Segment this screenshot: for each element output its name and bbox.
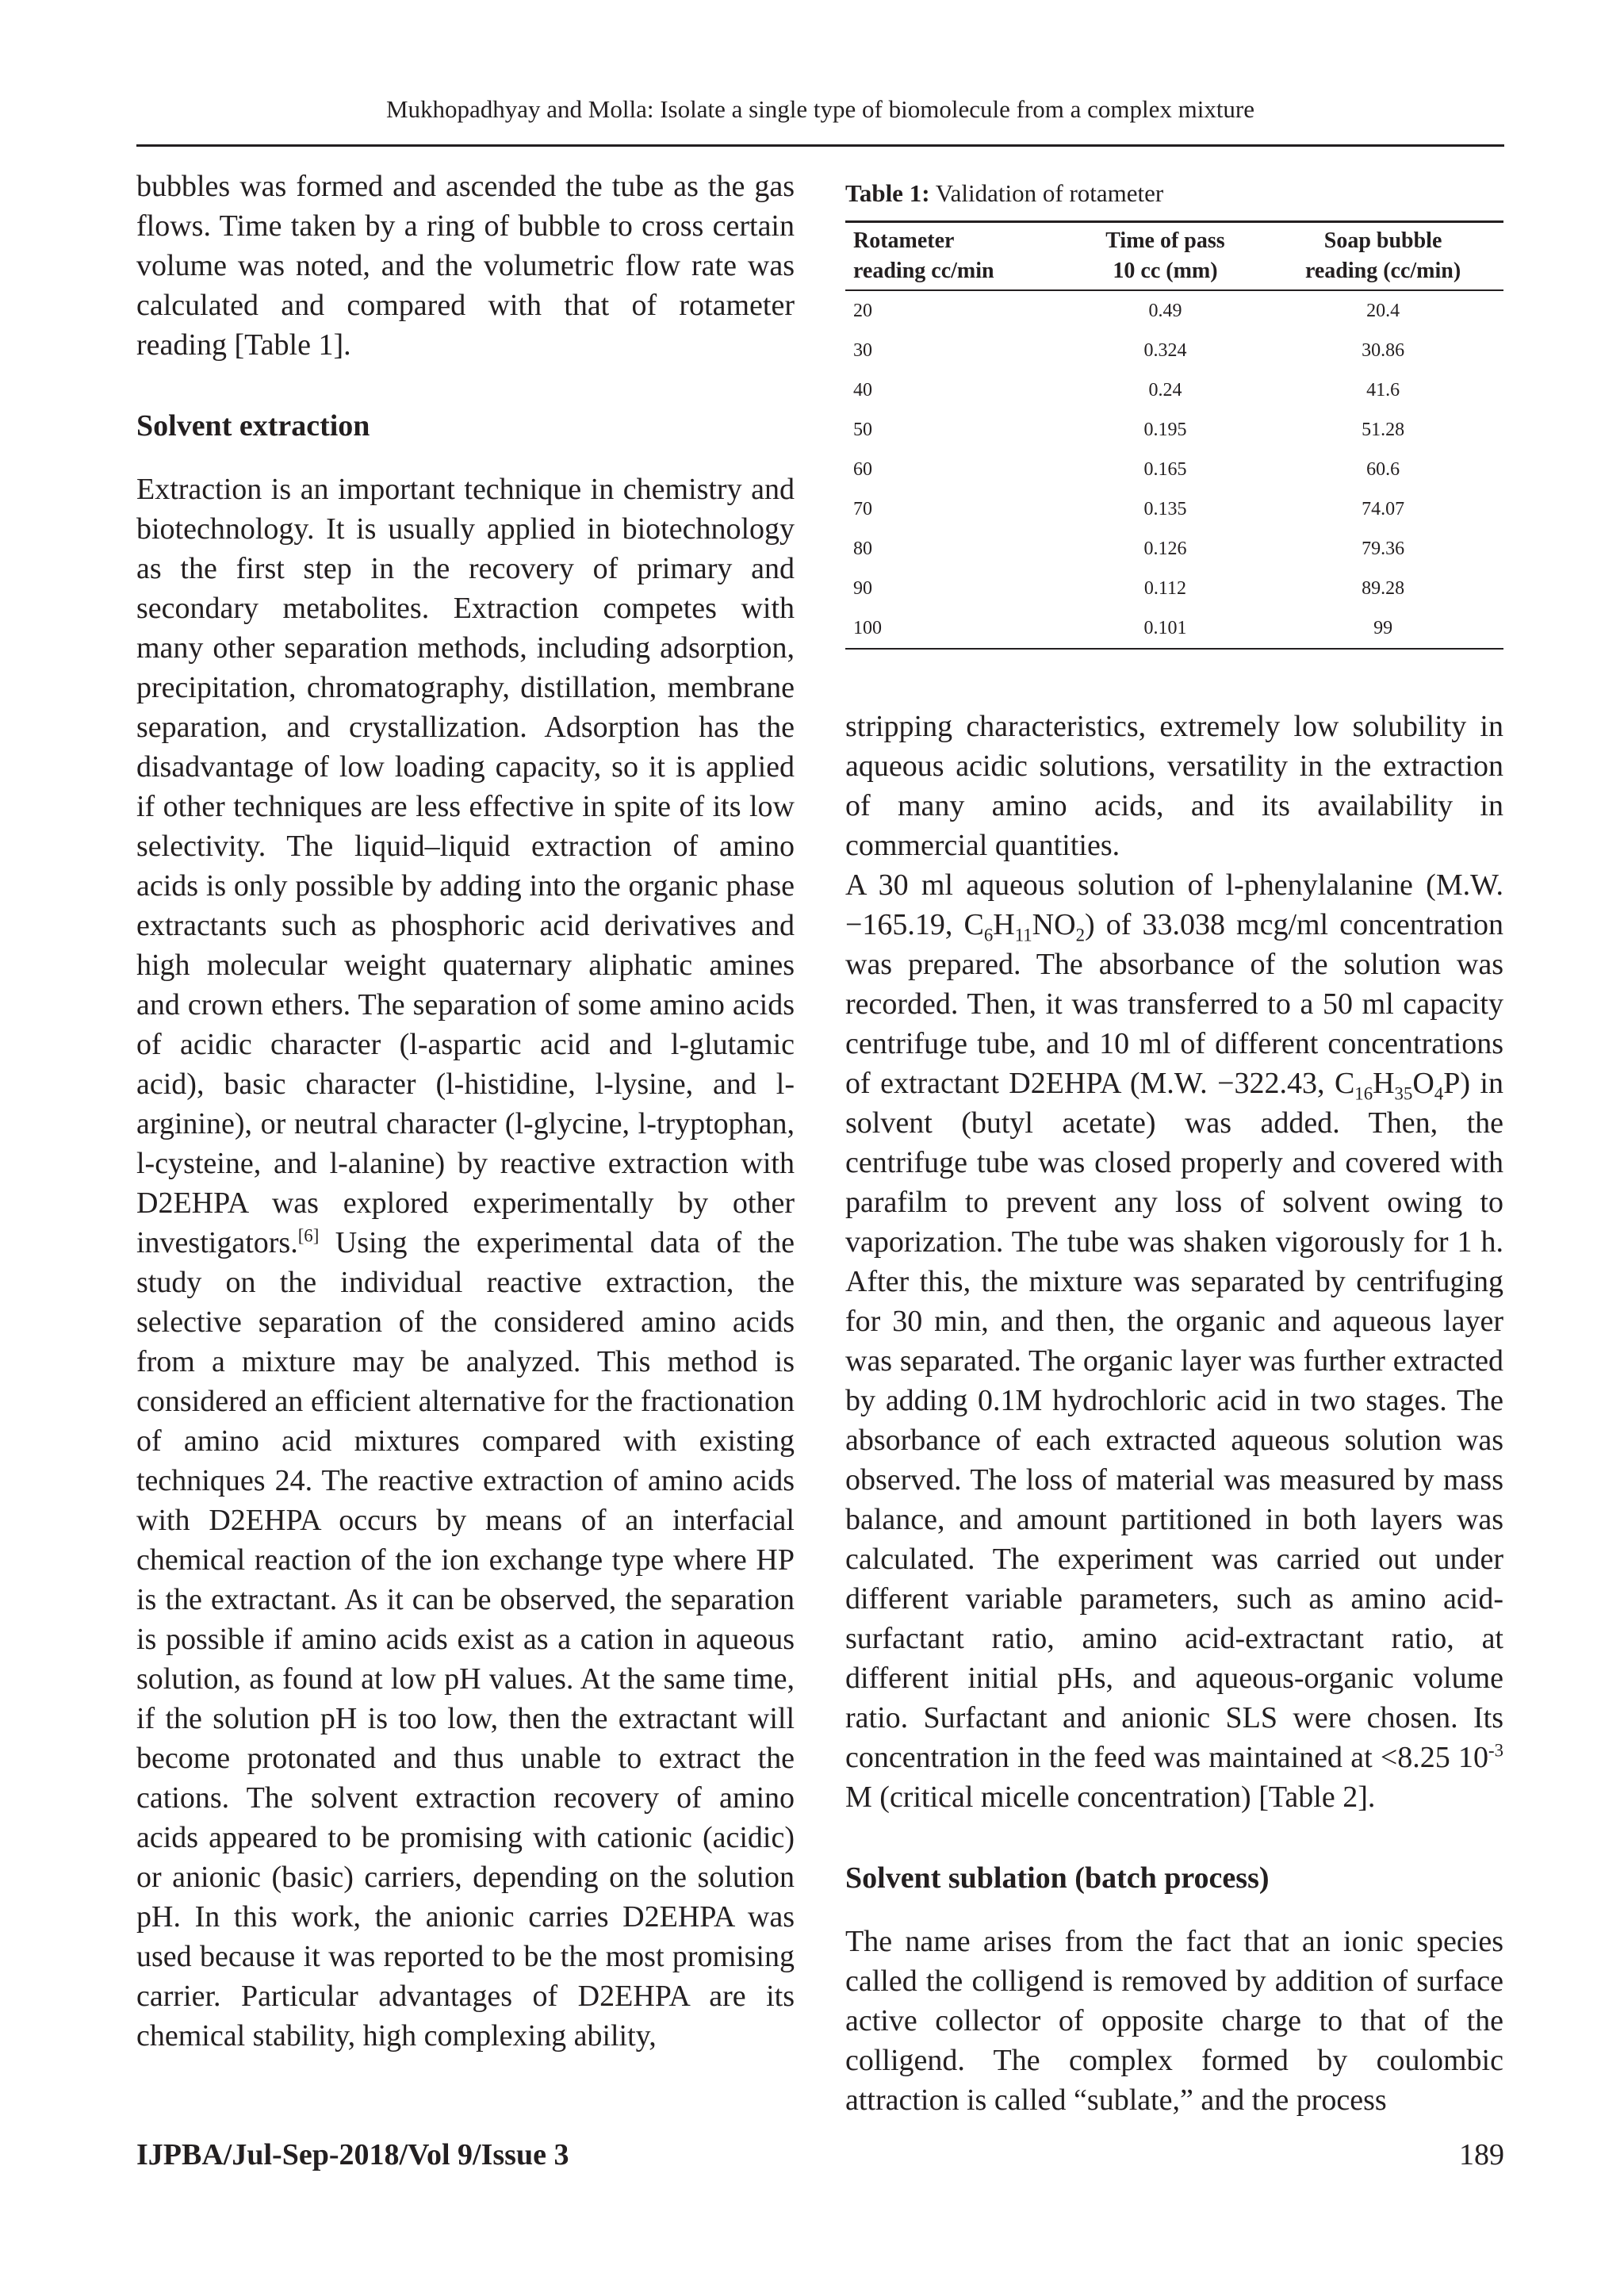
table-cell: 41.6 xyxy=(1366,380,1400,401)
right-paragraph-2: A 30 ml aqueous solution of l-phenylalanine (M.W. −165.19, $C_6H_{11}NO_2$) of 33.038 mcg/ml concentration was prepared. The absorbance of the solution was recorded. Then, it was transferred to a 50 ml capacity centrifuge tube, and 10 ml of different concentrations of extractant D2EHPA (M.W. −322.43, $C_{16}H_{35}O_4P$) in solvent (butyl acetate) was added. Then, the centrifuge tube was closed properly and covered with parafilm to prevent any loss of solvent owing to vaporization. The tube was shaken vigorously for 1 h. After this, the mixture was separated by centrifuging for 30 min, and then, the organic and aqueous layer was separated. The organic layer was further extracted by adding 0.1M hydrochloric acid in two stages. The absorbance of each extracted aqueous solution was observed. The loss of material was measured by mass balance, and amount partitioned in both layers was calculated. The experiment was carried out under different variable parameters, such as amino acid-surfactant ratio, amino acid-extractant ratio, at different initial pHs, and aqueous-organic volume ratio. Surfactant and anionic SLS were chosen. Its concentration in the feed was maintained at <8.25 $10^{-3}$ M (critical micelle concentration) [Table 2]. xyxy=(845,868,1503,1814)
table-cell: 0.324 xyxy=(1143,340,1187,361)
table-cell: 99 xyxy=(1259,608,1503,649)
table-row xyxy=(845,529,1503,569)
table-cell: 20 xyxy=(853,301,872,321)
table-title: Validation of rotameter xyxy=(929,179,1164,207)
paragraph-text-part1: Extraction is an important technique in chemistry and biotechnology. It is usually applied in biotechnology as the first step in the recovery of primary and secondary metabolites. Extraction competes with many other separation methods, including adsorption, precipitation, chromatography, distillation, membrane separation, and crystallization. Adsorption has the disadvantage of low loading capacity, so it is applied if other techniques are less effective in spite of its low selectivity. The liquid–liquid extraction of amino acids is only possible by adding into the organic phase extractants such as phosphoric acid derivatives and high molecular weight quaternary aliphatic amines and crown ethers. The separation of some amino acids of acidic character (l-aspartic acid and l-glutamic acid), basic character (l-histidine, l-lysine, and l-arginine), or neutral character (l-glycine, l-tryptophan, l-cysteine, and l-alanine) by reactive extraction with D2EHPA was explored experimentally by other investigators. xyxy=(136,473,795,1259)
table-cell: 79.36 xyxy=(1362,539,1405,559)
table-cell: 0.24 xyxy=(1148,380,1182,401)
table-cell: 0.195 xyxy=(1143,420,1187,440)
paragraph-text-part2: Using the experimental data of the study on the individual reactive extraction, the selective separation of the considered amino acids from a mixture may be analyzed. This method is considered an efficient alternative for the fractionation of amino acid mixtures compared with existing techniques 24. The reactive extraction of amino acids with D2EHPA occurs by means of an interfacial chemical reaction of the ion exchange type where HP is the extractant. As it can be observed, the separation is possible if amino acids exist as a cation in aqueous solution, as found at low pH values. At the same time, if the solution pH is too low, then the extractant will become protonated and thus unable to extract the cations. The solvent extraction recovery of amino acids appeared to be promising with cationic (acidic) or anionic (basic) carriers, depending on the solution pH. In this work, the anionic carries D2EHPA was used because it was reported to be the most promising carrier. Particular advantages of D2EHPA are its chemical stability, high complexing ability, xyxy=(136,1226,795,2053)
table-cell: 20.4 xyxy=(1366,301,1400,321)
table-header-row xyxy=(845,222,1503,291)
table-cell: 100 xyxy=(845,608,1068,649)
header-rotameter: Rotameter reading cc/min xyxy=(845,222,1068,291)
table-cell: 0.126 xyxy=(1143,539,1187,559)
table-cell: 70 xyxy=(853,499,872,519)
table-cell: 89.28 xyxy=(1362,578,1405,599)
table-row xyxy=(845,370,1503,410)
footer-page-number: 189 xyxy=(1459,2138,1504,2171)
table-cell: 51.28 xyxy=(1362,420,1405,440)
table-cell: 50 xyxy=(853,420,872,440)
table-cell: 0.49 xyxy=(1148,301,1182,321)
table-cell: 60.6 xyxy=(1366,459,1400,480)
table-row xyxy=(845,331,1503,370)
section-heading-solvent-extraction: Solvent extraction xyxy=(136,409,370,443)
table-cell: 60 xyxy=(853,459,872,480)
intro-paragraph: bubbles was formed and ascended the tube as the gas flows. Time taken by a ring of bubble to cross certain volume was noted, and the volumetric flow rate was calculated and compared with that of rotameter reading [Table 1]. xyxy=(136,170,795,362)
table-cell: 40 xyxy=(853,380,872,401)
header-rule xyxy=(136,144,1504,147)
table-row xyxy=(845,569,1503,608)
table-cell: 30.86 xyxy=(1362,340,1405,361)
table-row xyxy=(845,489,1503,529)
table-row xyxy=(845,410,1503,450)
table-cell: 90 xyxy=(853,578,872,599)
table-row xyxy=(845,608,1503,649)
table-cell: 0.101 xyxy=(1068,608,1259,649)
right-paragraph-1: stripping characteristics, extremely low solubility in aqueous acidic solutions, versatility in the extraction of many amino acids, and its availability in commercial quantities. xyxy=(845,710,1503,862)
table-cell: 0.135 xyxy=(1143,499,1187,519)
footer-journal: IJPBA/Jul-Sep-2018/Vol 9/Issue 3 xyxy=(136,2138,569,2171)
right-column xyxy=(845,167,1503,2120)
header-soap-bubble: Soap bubble reading (cc/min) xyxy=(1259,222,1503,291)
running-head: Mukhopadhyay and Molla: Isolate a single type of biomolecule from a complex mixture xyxy=(385,95,1255,123)
left-column xyxy=(136,167,795,2056)
table-row xyxy=(845,290,1503,331)
table-row xyxy=(845,450,1503,489)
solvent-extraction-paragraph xyxy=(136,470,795,2056)
right-paragraph-3: The name arises from the fact that an ionic species called the colligend is removed by addition of surface active collector of opposite charge to that of the colligend. The complex formed by coulombic attraction is called “sublate,” and the process xyxy=(845,1925,1503,2117)
table-label: Table 1: xyxy=(845,179,930,207)
rotameter-table xyxy=(845,220,1503,650)
header-time-of-pass: Time of pass 10 cc (mm) xyxy=(1068,222,1259,291)
table-cell: 80 xyxy=(853,539,872,559)
table-cell: 0.165 xyxy=(1143,459,1187,480)
section-heading-solvent-sublation: Solvent sublation (batch process) xyxy=(845,1861,1270,1895)
table-caption xyxy=(845,178,1503,209)
table-cell: 30 xyxy=(853,340,872,361)
table-cell: 74.07 xyxy=(1362,499,1405,519)
citation-superscript: [6] xyxy=(297,1225,320,1246)
table-cell: 0.112 xyxy=(1143,578,1187,599)
